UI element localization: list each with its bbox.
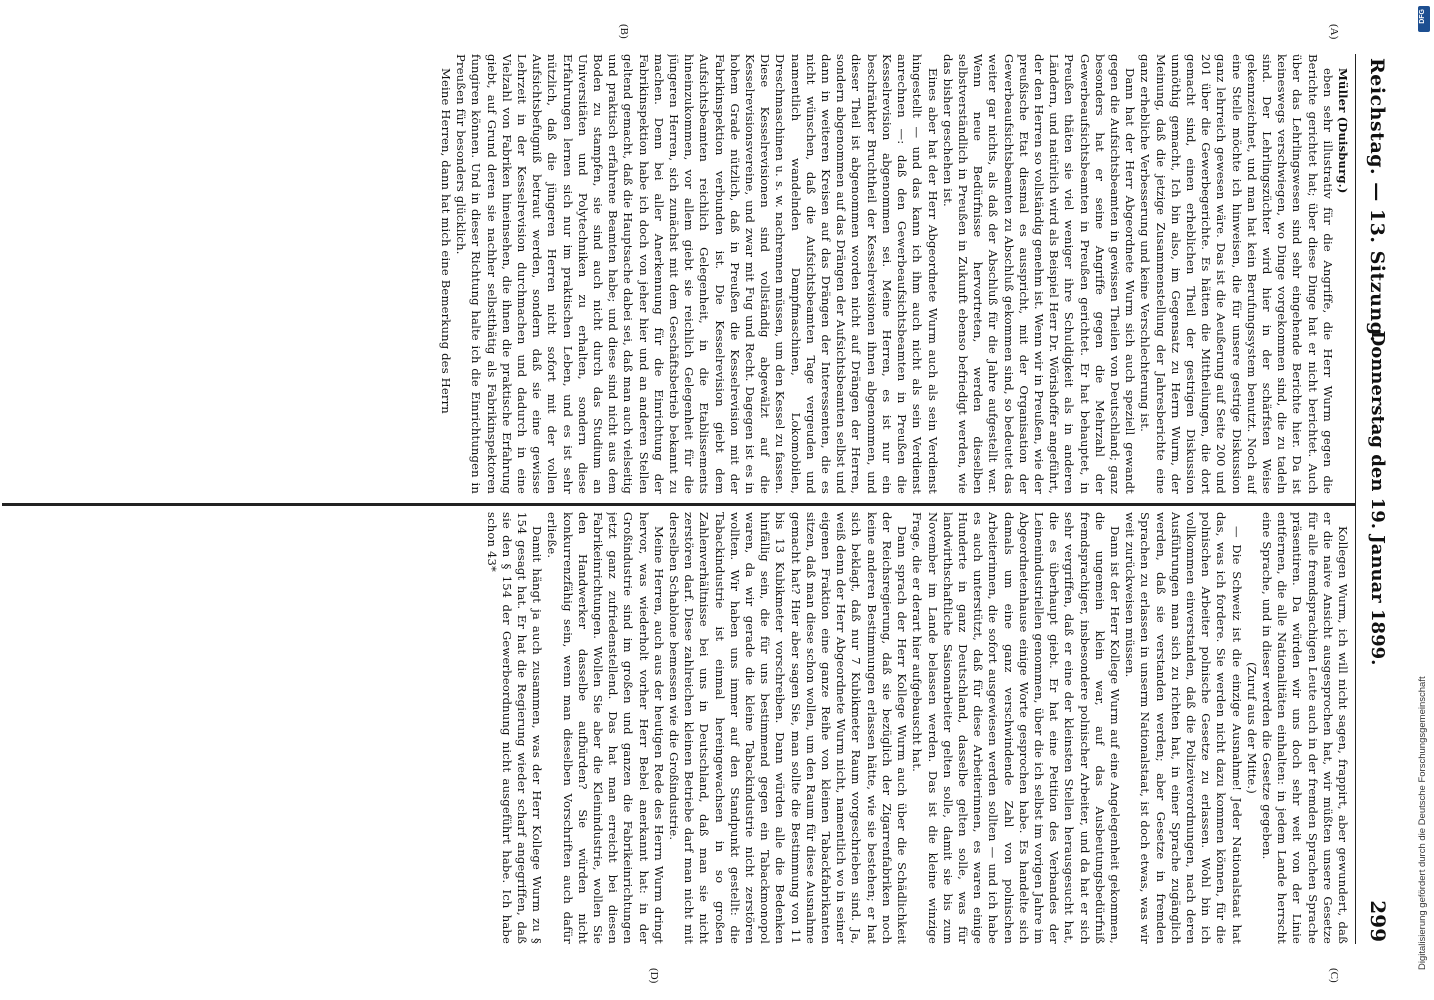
header-session: Reichstag. — 13. Sitzung. — [1366, 58, 1388, 343]
paragraph: Meine Herren, auch aus der heutigen Rede des Herrn Wurm dringt hervor, was wiederholt vorher Herr Bebel anerkannt hat: in der Großindustrie sind im großen und ganzen die Fabrikeinrichtungen jetzt ganz zufriedenstellend. Das hat man erreicht bei diesen Fabrikeinrichtungen. Wollen Sie aber die Kleinindustrie, wollen Sie den Handwerker dasselbe aufbürden? Sie würden nicht konkurrenzfähig sein, wenn man dieselben Vorschriften auch dafür erließe. — [545, 512, 666, 944]
margin-marker-d: (D) — [648, 968, 660, 984]
paragraph: Eines aber hat der Herr Abgeordnete Wurm auch als sein Verdienst hingestellt — und das kann ich ihm auch nicht als sein Verdienst anrechnen —: daß den Gewerbeaufsichtsbeamten in Preußen die Kesselrevision abgenommen sei. Meine Herren, es ist nur ein beschränkter Bruchtheil der Kesselrevisionen ihnen abgenommen, und dieser Theil ist abgenommen worden nicht auf Drängen der Herren, sondern abgenommen auf das Drängen der Aufsichtsbeamten selbst und dann in weiteren Kreisen auf das Drängen der Interessenten, die es nicht wünschen, daß die Aufsichtsbeamten Tage vergeuden und namentlich wandelnden Dampfmaschinen, Lokomobilen, Dreschmaschinen u. s. w. nachrennen müssen, um den Kessel zu fassen. Diese Kesselrevisionen sind vollständig abgewälzt auf die Kesselrevisionsvereine, und zwar mit Fug und Recht. Dagegen ist es in hohem Grade nützlich, daß in Preußen die Kesselrevision mit der Fabrikinspektion verbunden ist. Die Kesselrevision giebt dem Aufsichtsbeamten reichlich Gelegenheit, in die Etablissements hineinzukommen, vor allem giebt sie reichlich Gelegenheit für die jüngeren Herren, sich zunächst mit dem Geschäftsbetrieb bekannt zu machen. Denn bei aller Anerkennung für die Einrichtung der Fabrikinspektion habe ich doch von jeher hier und an anderen Stellen geltend gemacht, daß die Hauptsache dabei sei, daß man auch vielseitig und praktisch erfahrene Beamten habe; und diese sind nicht aus dem Boden zu stampfen, sie sind auch nicht durch das Studium an Universitäten und Polytechniken zu erhalten, sondern diese Erfahrungen lernen sich nur im praktischen Leben, und es ist sehr nützlich, daß die jüngeren Herren nicht sofort mit der vollen Aufsichtsbefugniß betraut werden, sondern daß sie eine gewisse Lehrzeit in der Kesselrevision durchmachen und dadurch in eine Vielzahl von Fabriken hineinsehen, die ihnen die praktische Erfahrung giebt, auf Grund deren sie nachher selbstthätig als Fabrikinspektoren fungiren können. Und in dieser Richtung halte ich die Einrichtungen in Preußen für besonders glücklich. — [454, 54, 940, 494]
left-column — [2, 54, 1350, 494]
margin-marker-b: (B) — [618, 24, 630, 39]
speaker-line: Müller (Duisburg.) — [1336, 68, 1350, 194]
paragraph: Kollegen Wurm, ich will nicht sagen, frappirt, aber gewundert, daß er die naive Ansicht ausgesprochen hat, wir müßten unsere Gesetze für alle fremdsprachigen Leute auch in der fremden Sprachen Sprache präsentiren. Da würden wir uns doch sehr weit von der Linie entfernen, die alle Nationalitäten einhalten: in jedem Lande herrscht eine Sprache, und in dieser werden die Gesetze gegeben. — [1259, 512, 1350, 944]
margin-marker-a: (A) — [1328, 24, 1340, 40]
right-column — [2, 512, 1350, 944]
header-rule — [1355, 54, 1356, 944]
paragraph: Dann hat der Herr Abgeordnete Wurm sich auch speziell gewandt gegen die Aufsichtsbeamten in gewissen Theilen von Deutschland; ganz besonders hat er seine Angriffe gegen die Mehrzahl der Gewerbeaufsichtsbeamten in Preußen gerichtet. Er hat behauptet, in Preußen thäten sie viel weniger ihre Schuldigkeit als in anderen Ländern, und natürlich wird als Beispiel Herr Dr. Wörishoffer angeführt, der den Herren so vollständig genehm ist. Wenn wir in Preußen, wie der preußische Etat diesmal es ausspricht, mit der Organisation der Gewerbeaufsichtsbeamten zu Abschluß gekommen sind, so bedeutet das weiter gar nichts, als daß der Abschluß für die Jahre aufgestellt war. Wenn neue Bedürfnisse hervortreten, werden dieselben selbstverständlich in Preußen in Zukunft ebenso befriedigt werden, wie das bisher geschehen ist. — [940, 54, 1138, 494]
page-header — [1356, 48, 1396, 948]
page-number: 299 — [1366, 900, 1390, 942]
dfg-logo — [1418, 6, 1430, 32]
column-divider — [2, 503, 1356, 506]
header-date: Donnerstag den 19. Januar 1899. — [1367, 330, 1388, 666]
paragraph: Dann sprach der Herr Kollege Wurm auch über die Schädlichkeit der Reichsregierung, daß sie bezüglich der Zigarrenfabriken noch keine anderen Bestimmungen erlassen hätte, wie sie bestehen; er hat sich beklagt, daß nur 7 Kubikmeter Raum vorgeschrieben sind. Ja, weiß denn der Herr Abgeordnete Wurm nicht, namentlich wo in seiner eigenen Fraktion eine ganze Reihe von kleinen Tabackfabrikanten sitzen, daß man diese schon wollen, um den Raum für diese Ausnahme gemacht hat? Hier aber sagen Sie, man sollte die Bestimmung von 11 bis 13 Kubikmeter vorschreiben. Dann würden alle die Bedenken hinfällig sein, die für uns bestimmend gegen ein Tabackmonopol waren, da wir gerade die kleine Tabackindustrie nicht zerstören wollten. Wir haben uns immer auf den Standpunkt gestellt: die Tabackindustrie ist einmal hereingewachsen in so großen Zahlenverhältnisse bei uns in Deutschland, daß man sie nicht zerstören darf. Diese zahlreichen kleinen Betriebe darf man nicht mit derselben Schablone bemessen wie die Großindustrie. — [667, 512, 910, 944]
digitization-credit: Digitalisierung gefördert durch die Deutsche Forschungsgemeinschaft — [1417, 676, 1428, 970]
margin-marker-c: (C) — [1328, 968, 1340, 983]
paragraph: — Die Schweiz ist die einzige Ausnahme! Jeder Nationalstaat hat das, was ich fordere. Sie werden nicht dazu kommen können, für die polnischen Arbeiter polnische Gesetze zu erlassen. Wohl bin ich vollkommen einverstanden, daß die Polizeiverordnungen, nach deren Ausführungen man sich zu richten hat, in einer Sprache zugänglich werden, daß sie verstanden werden; aber Gesetze in fremden Sprachen zu erlassen in unserm Nationalstaat, ist doch etwas, was wir weit zurückweisen müssen. — [1123, 512, 1244, 944]
paragraph: Damit hängt ja auch zusammen, was der Herr Kollege Wurm zu § 154 gesagt hat. Er hat die Regierung wieder scharf angegriffen, daß sie den § 154 der Gewerbeordnung nicht ausgeführt habe. Ich habe schon 43* — [484, 512, 545, 944]
paragraph: eben sehr illustrativ für die Angriffe, die Herr Wurm gegen die Berichte gerichtet hat; über diese Dinge hat er nicht berichtet. Auch über das Lehrlingswesen sind sehr eingehende Berichte hier. Da ist keineswegs verschwiegen, wo Dinge vorgekommen sind, die zu tadeln sind. Der Lehrlingszüchter wird hier in der schärfsten Weise gekennzeichnet, und man hat kein Berufungssystem benutzt. Noch auf eine Stelle möchte ich hinweisen, die für unsere gestrige Diskussion ganz lehrreich gewesen wäre. Das ist die Aeußerung auf Seite 200 und 201 über die Gewerbegerichte. Es hätten die Mittheilungen, die dort gemacht sind, einen erheblichen Theil der gestrigen Diskussion unnöthig gemacht, Ich bin also, im Gegensatz zu Herrn Wurm, der Meinung, daß die jetzige Zusammenstellung der Jahresberichte eine ganz erhebliche Verbesserung und keine Verschlechterung ist. — [1138, 54, 1335, 494]
dfg-logo-text: DFG — [1419, 9, 1426, 24]
paragraph: Meine Herren, dann hat mich eine Bemerkung des Herrn — [439, 68, 454, 414]
interjection: (Zuruf aus der Mitte.) — [1244, 662, 1259, 794]
paragraph: Dann ist der Herr Kollege Wurm auf eine Angelegenheit gekommen, die ungemein klein war, auf das Ausbeutungsbedürfniß fremdsprachiger, insbesondere polnischer Arbeiter, und da hat er sich sehr vergriffen, daß er eine der kleinsten Stellen herausgesucht hat, die es überhaupt giebt. Er hat eine Petition des Verbandes der Leinenindustriellen genommen, über die ich selbst im vorigen Jahre im Abgeordnetenhause einige Worte gesprochen habe. Es handelte sich damals um eine ganz verschwindende Zahl von polnischen Arbeiterinnen, die sofort ausgewiesen werden sollten — und ich habe es auch unterstützt, daß für diese Arbeiterinnen, es waren einige Hunderte in ganz Deutschland, dasselbe gelten solle, was für landwirthschaftliche Saisonarbeiter gelten solle, damit sie bis zum November im Lande belassen werden. Das ist die kleine winzige Frage, die er derart hier aufgebauscht hat. — [910, 512, 1122, 944]
